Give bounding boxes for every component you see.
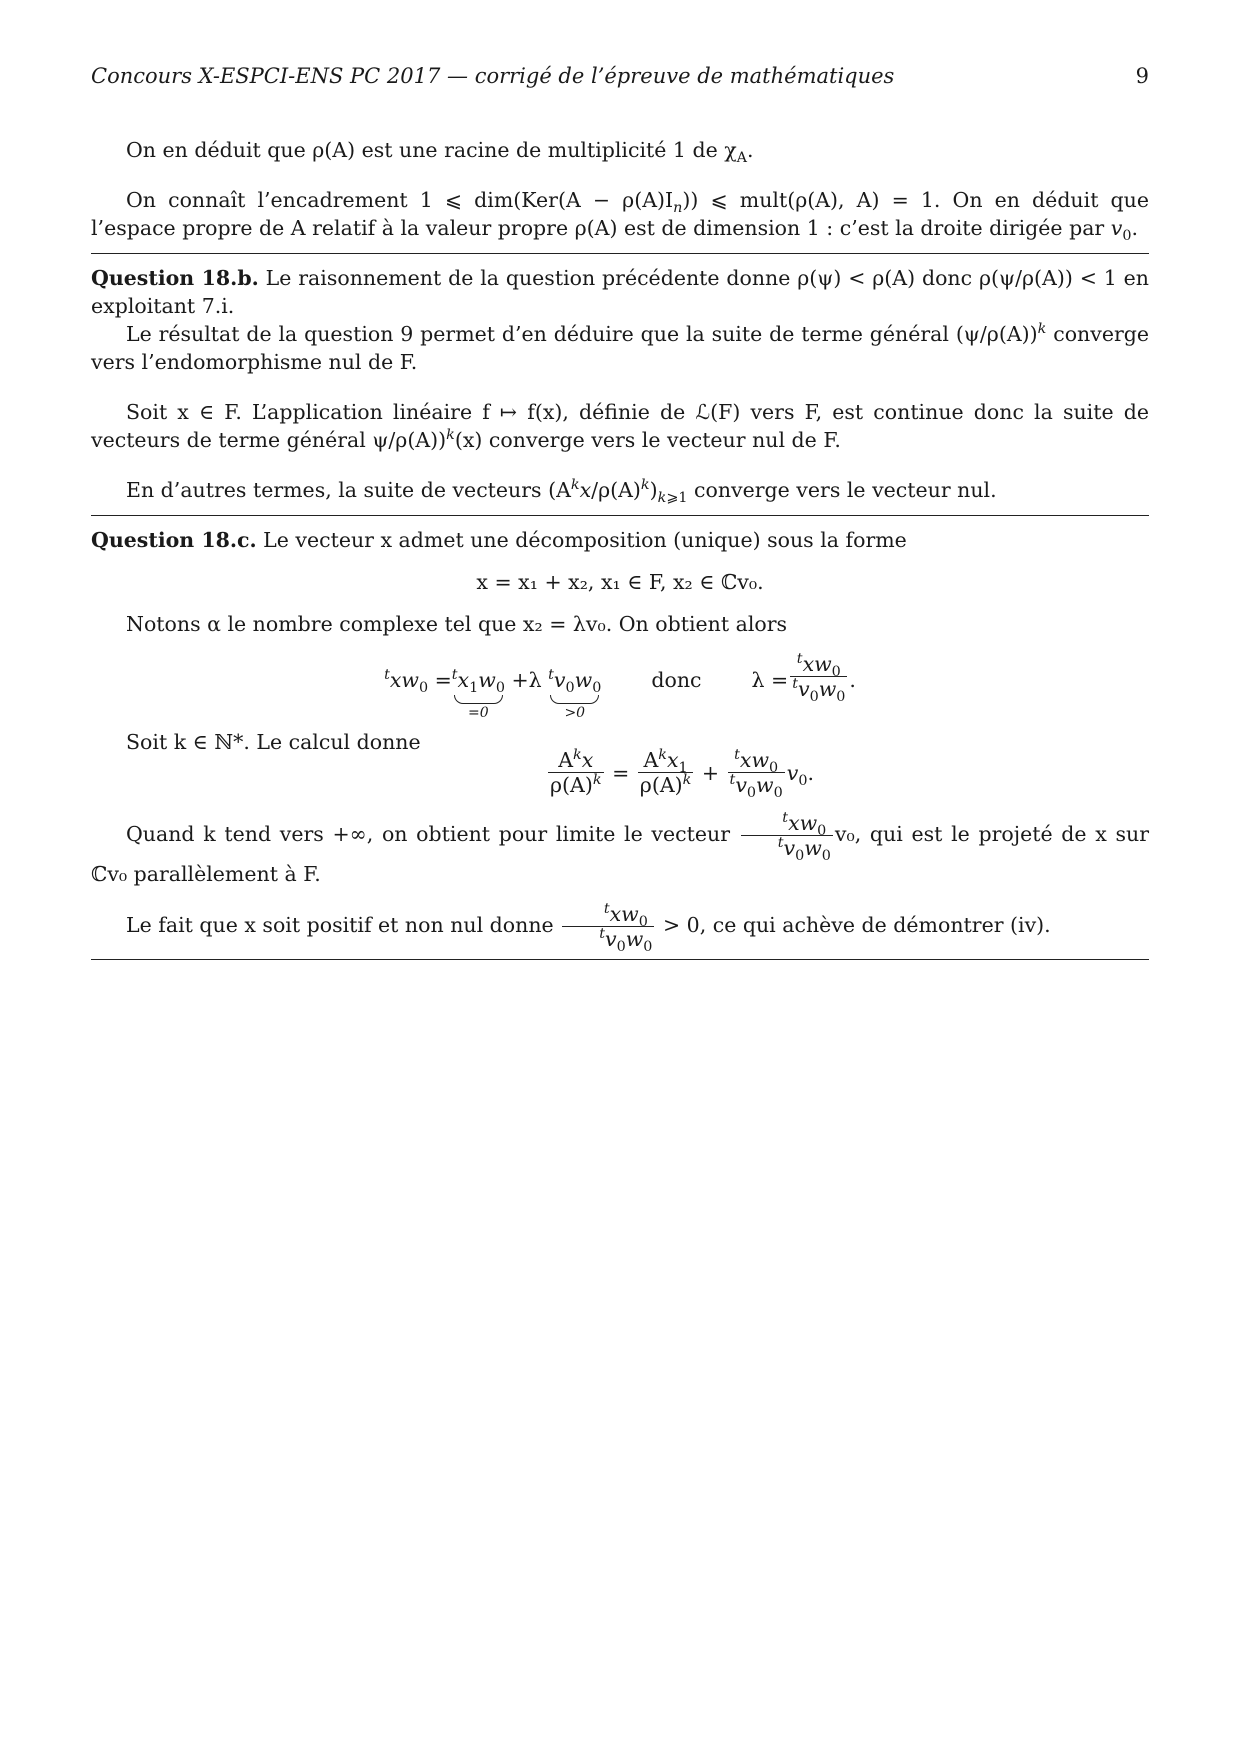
divider	[91, 959, 1149, 960]
question-18b-para2: Le résultat de la question 9 permet d’en déduire que la suite de terme général $(\psi/\rho(A))^k$ converge vers l’endomorphisme nul de F.	[91, 321, 1150, 374]
question-18c-para2: Notons α le nombre complexe tel que x₂ = λv₀. On obtient alors	[126, 612, 788, 636]
question-label: Question 18.c.	[91, 528, 257, 552]
question-18b-para4: En d’autres termes, la suite de vecteurs $(A^kx/\rho(A)^k)_{k⩾1}$ converge vers le vecteur nul.	[126, 477, 997, 507]
page-header	[91, 64, 1149, 88]
question-18c-para4: Quand k tend vers +∞, on obtient pour limite le vecteur $\frac{^txw_0}{^tv_0w_0}$ v₀, qui est le projeté de x sur ℂv₀ parallèlement à F.	[91, 810, 1149, 886]
question-label: Question 18.b.	[91, 266, 259, 290]
equation-limit: $\frac{A^kx}{\rho(A)^k}$ = $\frac{A^kx_1}{\rho(A)^k}$ + $\frac{^txw_0}{^tv_0w_0}$ $v_0$.	[549, 747, 815, 802]
paragraph-2: On connaît l’encadrement 1 ⩽ $dim(Ker(A - \rho(A)I_n))$ ⩽ mult(ρ(A), A) = 1. On en déduit que l’espace propre de A relatif à la valeur propre ρ(A) est de dimension 1 : c’est la droite dirigée par $v_0$.	[91, 188, 1149, 245]
equation-decomposition: x = x₁ + x₂, x₁ ∈ F, x₂ ∈ ℂv₀.	[476, 570, 764, 594]
question-18b-intro: Question 18.b. Le raisonnement de la question précédente donne ρ(ψ) < ρ(A) donc ρ(ψ/ρ(A)) < 1 en exploitant 7.i.	[91, 266, 1149, 318]
header-title: Concours X-ESPCI-ENS PC 2017 — corrigé de l’épreuve de mathématiques	[91, 64, 895, 88]
word-donc: donc	[651, 668, 702, 692]
brace-label-zero: =0	[468, 705, 489, 721]
paragraph-1: On en déduit que ρ(A) est une racine de multiplicité 1 de $\chi_A$.	[126, 138, 754, 167]
question-18b-para3: Soit x ∈ F. L’application linéaire f ↦ f(x), définie de ℒ(F) vers F, est continue donc la suite de vecteurs de terme général ψ/ρ(A))$^k$(x) converge vers le vecteur nul de F.	[91, 400, 1149, 452]
divider	[91, 253, 1149, 254]
page-body	[91, 136, 1149, 970]
brace-label-positive: >0	[564, 705, 586, 721]
equation-lambda: $^txw_0$ = $^tx_1w_0$ =0 +λ $^tv_0w_0$ >0 donc λ = $\frac{^txw_0}{^tv_0w_0}$ .	[384, 651, 856, 721]
question-18c-intro: Question 18.c. Le vecteur x admet une décomposition (unique) sous la forme	[91, 528, 907, 552]
question-18c-para5: Le fait que x soit positif et non nul donne $\frac{^txw_0}{^tv_0w_0}$ > 0, ce qui achève de démontrer (iv).	[126, 901, 1051, 956]
divider	[91, 515, 1149, 516]
question-18c-para3: Soit k ∈ ℕ*. Le calcul donne	[126, 730, 421, 754]
page-number: 9	[1135, 64, 1149, 88]
